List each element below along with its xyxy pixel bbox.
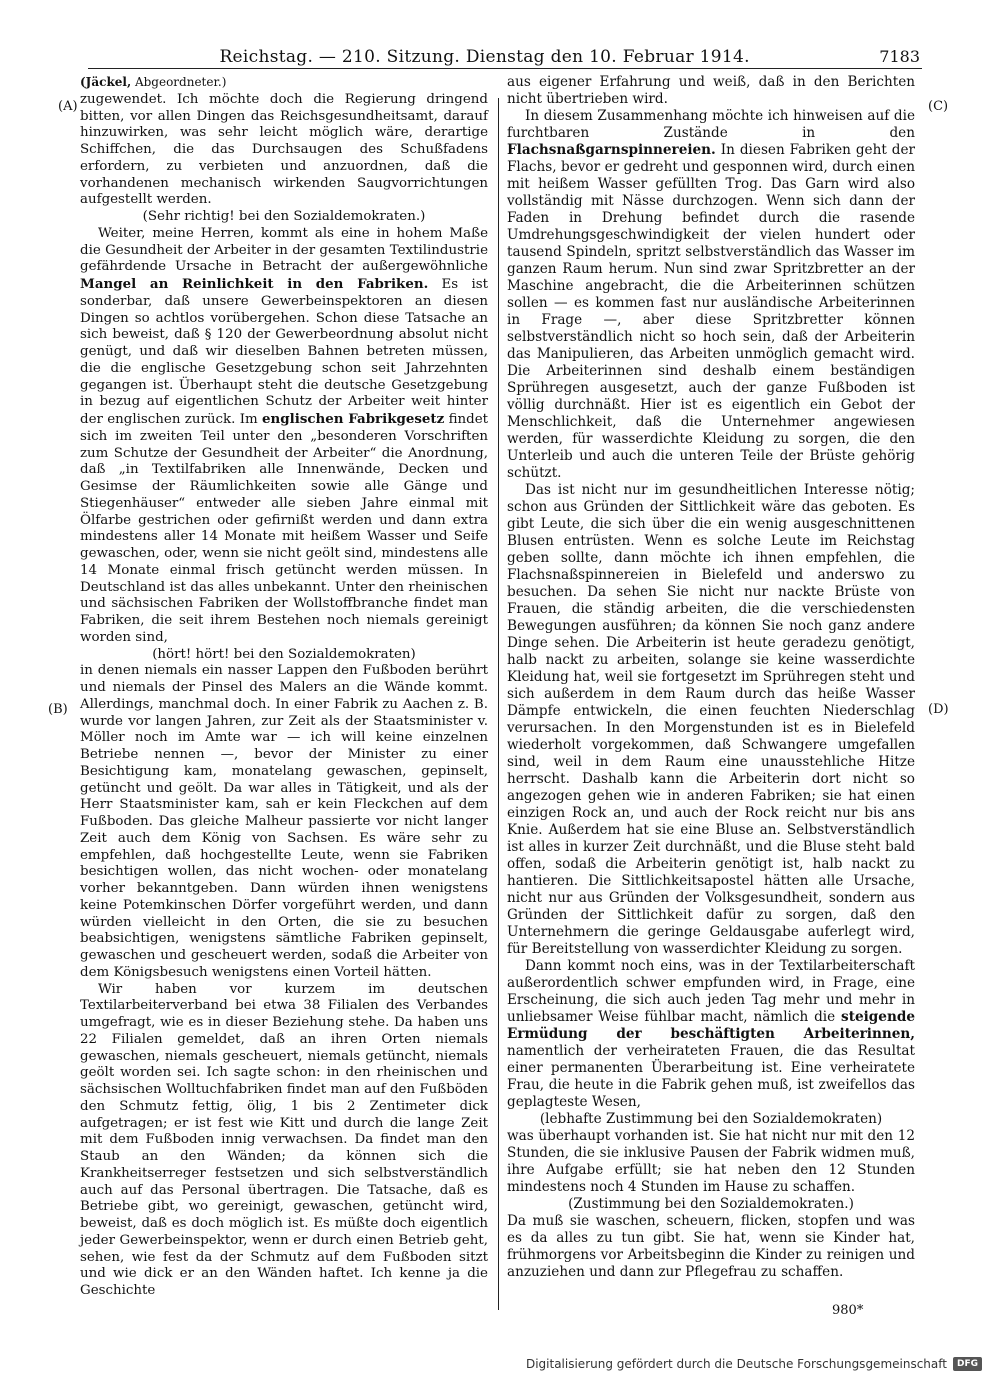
paragraph: Das ist nicht nur im gesundheitlichen Interesse nötig; schon aus Gründen der Sittlichkeit wäre das geboten. Es gibt Leute, die sich über die ein wenig ausgeschnittenen Blusen entrüsten. Wenn es solche Leute im Reichstag geben sollte, dann möchte ich ihnen empfehlen, die Flachsnaßspinnereien in Bielefeld und anderswo zu besuchen. Da sehen Sie nicht nur nackte Brüste von Frauen, die ständig arbeiten, die die verschiedensten Bewegungen ausführen; da können Sie noch ganz andere Dinge sehen. Die Arbeiterin ist heute geradezu genötigt, halb nackt zu arbeiten, solange sie keine wasserdichte Kleidung hat, weil sie fortgesetzt im Sprühregen steht und sich außerdem in dem Raum durch das heiße Wasser Dämpfe entwickeln, die einen feuchten Niederschlag verursachen. In den Morgenstunden ist es in Bielefeld wiederholt vorgekommen, daß Schwangere umgefallen sind, weil in dem Raum eine unausstehliche Hitze herrscht. Dashalb kann die Arbeiterin dort nicht so angezogen gehen wie in anderen Fabriken; sie hat einen einzigen Rock an, und auch der Rock reicht nur bis ans Knie. Außerdem hat sie eine Bluse an. Selbstverständlich ist alles in kurzer Zeit durchnäßt, und die Bluse steht bald offen, sodaß die Arbeiterin genötigt ist, halb nackt zu hantieren. Die Sittlichkeitsapostel hätten alle Ursache, nicht nur aus Gründen der Volksgesundheit, sondern aus Gründen der Sittlichkeit dafür zu sorgen, daß den Unternehmern die geringe Geldausgabe auferlegt wird, für Bereitstellung von wasserdichter Kleidung zu sorgen. [507, 482, 915, 957]
text-run: Dann kommt noch eins, was in der Textilarbeiterschaft außerordentlich schwer empfunden wird, in Frage, eine Erscheinung, die sich auch jeden Tag mehr und mehr in unliebsamer Weise fühlbar macht, nämlich die [507, 958, 915, 1025]
text-run: In diesem Zusammenhang möchte ich hinweisen auf die furchtbaren Zustände in den [507, 108, 915, 141]
interjection: (hört! hört! bei den Sozialdemokraten) [152, 646, 416, 662]
left-column [80, 74, 488, 1300]
speaker-name: (Jäckel, [80, 75, 132, 89]
emphasis-heading: englischen Fabrikgesetz [262, 411, 445, 427]
margin-mark-b: (B) [48, 702, 68, 717]
sheet-signature: 980* [832, 1303, 864, 1318]
margin-mark-a: (A) [58, 99, 78, 114]
interjection: (lebhafte Zustimmung bei den Sozialdemokraten) [539, 1111, 883, 1127]
right-column [507, 74, 915, 1281]
paragraph: was überhaupt vorhanden ist. Sie hat nicht nur mit den 12 Stunden, die sie inklusive Pausen der Fabrik widmen muß, ihre Aufgabe erfüllt; sie hat neben den 12 Stunden mindestens noch 4 Stunden im Hause zu schaffen. [507, 1128, 915, 1195]
text-run: findet sich im zweiten Teil unter den „besonderen Vorschriften zum Schutze der Gesundheit der Arbeiter“ die Anordnung, daß „in Textilfabriken alle Innenwände, Decken und Gesimse der Räumlichkeiten sowie alle Gänge und Stiegenhäuser“ entweder alle sieben Jahre einmal mit Ölfarbe gestrichen oder gefirnißt werden und dann extra mindestens aller 14 Monate mit heißem Wasser und Seife gewaschen, oder, wenn sie nicht geölt sind, mindestens alle 14 Monate einmal frisch getüncht werden müssen. In Deutschland ist das alles unbekannt. Unter den rheinischen und sächsischen Fabriken der Wollstoffbranche findet man Fabriken, die seit ihrem Bestehen noch niemals gereinigt worden sind, [80, 412, 488, 645]
dfg-logo-icon: DFG [953, 1357, 982, 1371]
margin-mark-c: (C) [928, 99, 949, 114]
paragraph [80, 226, 488, 647]
paragraph: in denen niemals ein nasser Lappen den Fußboden berührt und niemals der Pinsel des Malers an die Wände kommt. Allerdings, manchmal doch. In einer Fabrik zu Aachen z. B. wurde vor langen Jahren, zur Zeit als der Staatsminister v. Möller noch im Amte war — ich will keine einzelnen Betriebe nennen —, bevor der Minister zu einer Besichtigung kam, monatelang gewaschen, gepinselt, getüncht und geölt. Da war alles in Tätigkeit, und als der Herr Staatsminister kam, sah er kein Fleckchen auf dem Fußboden. Das gleiche Malheur passierte vor nicht langer Zeit auch dem König von Sachsen. Es wäre sehr zu empfehlen, daß hochgestellte Leute, wenn sie Fabriken besichtigen wollen, das nicht wochen- oder monatelang vorher bekanntgeben. Dann würden ihnen wenigstens keine Potemkinschen Dörfer vorgeführt werden, und dann würden vielleicht in den Orten, die sie zu besuchen beabsichtigen, wenigstens sämtliche Fabriken gepinselt, gewaschen und gescheuert werden, sodaß die Arbeiter von dem Königsbesuch wenigstens einen Vorteil hätten. [80, 663, 488, 980]
running-title: Reichstag. — 210. Sitzung. Dienstag den 10. Februar 1914. [219, 47, 750, 67]
speaker-line [80, 74, 488, 91]
paragraph [507, 108, 915, 482]
page-number: 7183 [879, 47, 920, 66]
text-run: Weiter, meine Herren, kommt als eine in hohem Maße die Gesundheit der Arbeiter in der gesamten Textilindustrie gefährdende Ursache in Betracht der außergewöhnliche [80, 225, 488, 275]
text-run: namentlich der verheirateten Frauen, die das Resultat einer permanenten Überarbeitung ist. Eine verheiratete Frau, die heute in die Fabrik gehen muß, ist zweifellos das geplagteste Wesen, [507, 1043, 915, 1110]
interjection: (Sehr richtig! bei den Sozialdemokraten.) [142, 209, 426, 224]
paragraph: zugewendet. Ich möchte doch die Regierung dringend bitten, vor allen Dingen das Reichsgesundheitsamt, darauf hinzuwirken, was sehr leicht möglich wäre, derartige Schiffchen, die das Durchsaugen des Schußfadens erfordern, zu verbieten und anzuordnen, daß die vorhandenen mechanisch wirkenden Saugvorrichtungen aufgestellt werden. [80, 91, 488, 208]
paragraph: aus eigener Erfahrung und weiß, daß in den Berichten nicht übertrieben wird. [507, 74, 915, 107]
text-run: In diesen Fabriken geht der Flachs, bevor er gedreht und gesponnen wird, durch einen mit heißem Wasser gefüllten Trog. Das Garn wird also vollständig mit Nässe durchzogen. Wenn sich dann der Faden in Drehung befindet durch die rasende Umdrehungsgeschwindigkeit der vielen hundert oder tausend Spindeln, spritzt selbstverständlich das Wasser im ganzen Raum herum. Nun sind zwar Spritzbretter an der Maschine angebracht, die die Arbeiterinnen schützen sollen — es kommen fast nur ausländische Arbeiterinnen in Frage —, aber diese Spritzbretter können selbstverständlich nicht so hoch sein, daß der Arbeiterin das Manipulieren, das Arbeiten unmöglich gemacht wird. Die Arbeiterinnen sind deshalb einem beständigen Sprühregen ausgesetzt, auch der ganze Fußboden ist völlig durchnäßt. Hier ist es eigentlich ein Gebot der Menschlichkeit, daß die Unternehmer angewiesen werden, für wasserdichte Kleidung zu sorgen, die den Unterleib und auch die unteren Teile der Brüste gehörig schützt. [507, 142, 916, 481]
column-divider [498, 98, 499, 1310]
emphasis-heading: Flachsnaßgarnspinnereien. [507, 142, 716, 158]
margin-mark-d: (D) [928, 702, 949, 717]
page-header [90, 47, 920, 67]
funding-note: Digitalisierung gefördert durch die Deutsche Forschungsgemeinschaft [525, 1357, 947, 1371]
emphasis-heading: steigende Ermüdung der beschäftigten Arbeiterinnen, [507, 1009, 915, 1042]
paragraph: Da muß sie waschen, scheuern, flicken, stopfen und was es da alles zu tun gibt. Sie hat, wenn sie Kinder hat, frühmorgens vor Arbeitsbeginn die Kinder zu reinigen und anzuziehen und dann zur Pflegefrau zu schaffen. [507, 1213, 915, 1280]
text-run: Es ist sonderbar, daß unsere Gewerbeinspektoren an diesen Dingen so achtlos vorübergehen. Schon diese Tatsache an sich beweist, daß § 120 der Gewerbeordnung absolut nicht genügt, und daß wir dieselben Bahnen betreten müssen, die die englische Gesetzgebung schon seit Jahrzehnten gegangen ist. Überhaupt steht die deutsche Gesetzgebung in bezug auf eigentlichen Schutz der Arbeiter weit hinter der englischen zurück. Im [80, 277, 488, 427]
speaker-role: Abgeordneter.) [134, 75, 227, 89]
interjection: (Zustimmung bei den Sozialdemokraten.) [568, 1196, 854, 1212]
footer [526, 1357, 982, 1371]
emphasis-heading: Mangel an Reinlichkeit in den Fabriken. [80, 276, 429, 292]
paragraph [507, 958, 915, 1111]
paragraph: Wir haben vor kurzem im deutschen Textilarbeiterverband bei etwa 38 Filialen des Verbandes umgefragt, wie es in dieser Beziehung stehe. Da haben uns 22 Filialen gemeldet, daß an ihren Orten niemals gewaschen, niemals gescheuert, niemals getüncht, niemals geölt worden sei. Ich sagte schon: in den rheinischen und sächsischen Wolltuchfabriken findet man auf den Fußböden den Schmutz fettig, ölig, 1 bis 2 Zentimeter dick aufgetragen; er ist fest wie Kitt und durch die lange Zeit mit dem Fußboden innig verwachsen. Da findet man den Staub an den Wänden; da können sich die Krankheitserreger festsetzen und sich selbstverständlich auch auf das Personal übertragen. Die Tatsache, daß es Betriebe gibt, wo gereinigt, gewaschen, getüncht wird, beweist, daß es doch möglich ist. Es müßte doch eigentlich jeder Gewerbeinspektor, wenn er durch einen Betrieb geht, sehen, wie fest da der Schmutz auf dem Fußboden sitzt und wie dick er an den Wänden haftet. Ich kenne ja die Geschichte [80, 981, 488, 1298]
header-rule [88, 68, 922, 69]
